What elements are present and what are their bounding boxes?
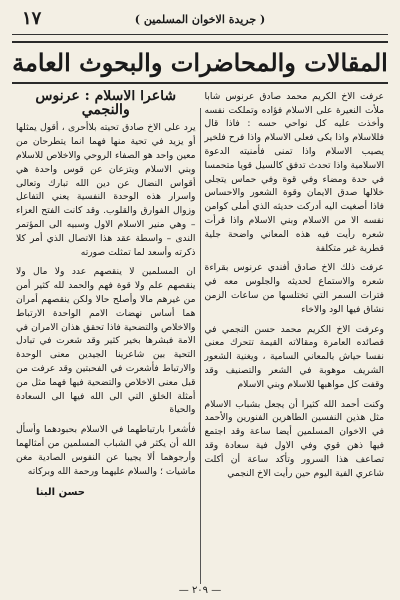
header-divider [12,34,388,35]
section-headline: المقالات والمحاضرات والبحوث العامة [12,41,388,84]
right-paragraph-1: عرفت الاخ الكريم محمد صادق عرنوس شابا ملأت النعيرة على الاسلام فؤاده وتملكت نفسه وأخذت عليه كل نواحي حسه : فاذا قال فللاسلام واذا بكى فعلى الاسلام واذا فرح فلخير يصيب الاسلام واذا تمنى فأمنيته الدعوة الاسلامية واذا تحدث تدفق كالسيل قويا متحمسا في حدة ومضاء وفي قوة وفي حماس يتجلى خلالها صدق الايمان وقوة الشعور والاحساس فاذا أصغيت اليه أدركت حديثه الذي أملى كوامن نفسه الا من الاسلام وبني الاسلام واذا قرأت شعره رأيت فيه هذه المعاني واضحة جلية قطرية غير متكلفة [204,90,384,254]
article-title: شاعرا الاسلام : عرنوس والنجمي [35,89,177,118]
right-paragraph-2: عرفت ذلك الاخ صادق أفندي عرنوس بقراءة شعره والاستماع لحديثه والجلوس معه في فترات السمر التي تختلسها من ساعات الزمن نشاق فيها الود والاخاء [204,262,384,315]
column-divider [200,108,201,584]
article-columns [12,90,388,590]
right-paragraph-3: وعرفت الاخ الكريم محمد حسن النجمي في قصائده العامرة ومقالاته القيمة تتحرك معنى نفسا حياش بالمعاني السامية ، ويغنية الشعور الشريف موهوبة في الشعر والتصنيف وقد وقفت كل مواهبها للاسلام وبني الاسلام [204,323,384,390]
author-signature: حسن البنا [36,487,85,499]
left-paragraph-3: فأشعرا بارتباطهما في الاسلام بحبودهما وأسأل الله أن يكثر في الشباب المسلمين من أمثالهما وأرجوهما ألا يجيبا عن النفوس الصادية مغن ماشيات ؛ والسلام عليهما ورحمة الله وبركاته [16,424,196,477]
right-paragraph-4: وكنت أحمد الله كثيرا أن يجعل بشباب الاسلام مثل هذين النفسين الطاهرين الفنورين والأحمد في الاخوان المسلمين أيضا ساعة وقد اجتمع فيها ذهن قوي وفي الاول فية سعادة وقد تصاعف هذا السرور وتأكد ساعة أن أكلت شاعري الفية اليوم حين رأيت الاخ النجمي [204,398,384,479]
left-paragraph-2: ان المسلمين لا ينقصهم عدد ولا مال ولا ينقصهم علم ولا قوة فهم والحمد لله كثير أمن من غيرهم مالا وأصلح حالا ولكن ينقصهم أمران هما أساس نهضات الامم الواحدة الارتباط والاخلاص والتضحية فاذا تحقق هذان الامران في الامة فبشرها بخير كثير وقد شعرت في تبادل التحية بين شاعرينا الجيدين معنى الوحدة والارتباط فأشعرت في الفحبتين وقد عرفت من قبل معنى الاخلاص والتضحية فيها فهما مثل من أمثلة الخلق التي الى الله فيها الى السعادة والحياة [16,266,196,416]
left-paragraph-1: يرد على الاخ صادق تحيته بلاأحرى ، أقول يمثلها أو يزيد في تحية منها فهما انما يتطرحان من معين واحد هو الصفاء الروحي والاخلاص للاسلام وبني الاسلام ويتزعان عن قوس واحدة هي أقواس النضال عن دين الله تبارك وتعالى واسرار هذه الوحدة النفسية يعني التفاعل وزوال الفوارق والقلوب. وقد كانت الفتح العزاء – وهي منير الاسلام الاول وسبيه الى المؤتمر الندى – واسطة عقد هذا الاتصال الذي أمر كلا ذكرته وأسعد لما تمثلت صورته [16,122,196,258]
left-column [12,90,200,590]
journal-name: ( جريدة الاخوان المسلمين ) [134,12,266,26]
page-number: ١٧ [22,8,42,29]
footer-page-number: — ٢٠٩ — [178,585,222,596]
page-header [12,6,388,32]
right-column [201,90,389,590]
